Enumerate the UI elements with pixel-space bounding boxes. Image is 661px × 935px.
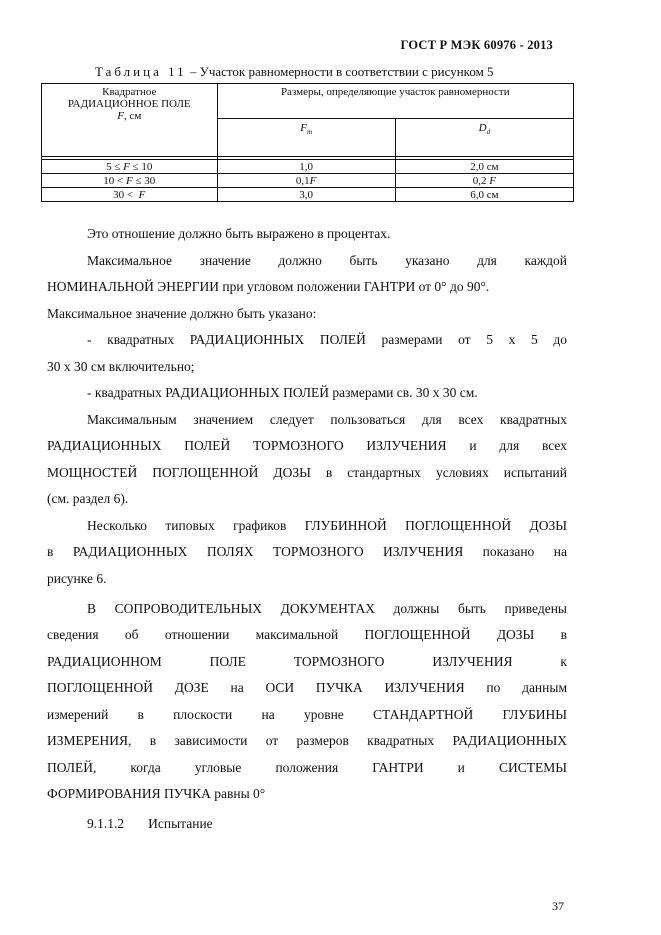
body-text-line: сведения об отношении максимальной ПОГЛОЩЕННОЙ ДОЗЫ в: [47, 627, 567, 642]
table-row: [42, 174, 574, 188]
table-row: [42, 160, 574, 174]
table-cell: 30 < F: [42, 188, 218, 202]
body-text-line: Максимальное значение должно быть указано:: [47, 306, 317, 321]
table-caption-text: – Участок равномерности в соответствии с рисунком 5: [186, 64, 494, 79]
body-text-line: Максимальное значение должно быть указано для каждой: [87, 253, 567, 268]
col-header-line: F, см: [117, 110, 142, 122]
sub-header-fm: $F_m$: [217, 119, 395, 157]
col-header-line: Квадратное: [102, 86, 157, 98]
uniformity-table: [41, 83, 574, 202]
section-heading: [87, 811, 387, 838]
body-text-line: В СОПРОВОДИТЕЛЬНЫХ ДОКУМЕНТАХ должны быть приведены: [87, 601, 567, 616]
body-text-line: РАДИАЦИОННОМ ПОЛЕ ТОРМОЗНОГО ИЗЛУЧЕНИЯ к: [47, 654, 567, 669]
table-cell: 2,0 см: [395, 160, 573, 174]
document-header: ГОСТ Р МЭК 60976 - 2013: [400, 38, 553, 52]
body-text-line: измерений в плоскости на уровне СТАНДАРТНОЙ ГЛУБИНЫ: [47, 707, 567, 722]
col-header-line: РАДИАЦИОННОЕ ПОЛЕ: [67, 98, 191, 110]
table-cell: 6,0 см: [395, 188, 573, 202]
table-caption: [95, 64, 494, 80]
table-cell: 0,2 F: [395, 174, 573, 188]
sub-header-dd: $D_d$: [395, 119, 573, 157]
body-text-line: рисунке 6.: [47, 571, 107, 586]
body-text-line: ИЗМЕРЕНИЯ, в зависимости от размеров квадратных РАДИАЦИОННЫХ: [47, 733, 567, 748]
table-cell: 10 < F ≤ 30: [42, 174, 218, 188]
body-text-line: ПОГЛОЩЕННОЙ ДОЗЕ на ОСИ ПУЧКА ИЗЛУЧЕНИЯ по данным: [47, 680, 567, 695]
section-title: Испытание: [148, 816, 213, 831]
table-cell: 0,1F: [217, 174, 395, 188]
section-number: 9.1.1.2: [87, 816, 125, 831]
body-text-line: ПОЛЕЙ, когда угловые положения ГАНТРИ и СИСТЕМЫ: [47, 760, 567, 775]
body-text-line: (см. раздел 6).: [47, 491, 129, 506]
page-number: 37: [552, 899, 564, 913]
table-caption-prefix: Таблица 11: [95, 64, 187, 79]
col-header-field: [42, 84, 218, 157]
body-text-line: - квадратных РАДИАЦИОННЫХ ПОЛЕЙ размерами св. 30 х 30 см.: [87, 385, 478, 400]
table-row: [42, 188, 574, 202]
body-text-line: 30 х 30 см включительно;: [47, 359, 195, 374]
table-cell: 1,0: [217, 160, 395, 174]
body-text-line: Несколько типовых графиков ГЛУБИННОЙ ПОГЛОЩЕННОЙ ДОЗЫ: [87, 518, 567, 533]
table-cell: 5 ≤ F ≤ 10: [42, 160, 218, 174]
body-text-line: МОЩНОСТЕЙ ПОГЛОЩЕННОЙ ДОЗЫ в стандартных условиях испытаний: [47, 465, 567, 480]
body-text-line: РАДИАЦИОННЫХ ПОЛЕЙ ТОРМОЗНОГО ИЗЛУЧЕНИЯ и для всех: [47, 438, 567, 453]
body-text-line: НОМИНАЛЬНОЙ ЭНЕРГИИ при угловом положении ГАНТРИ от 0° до 90°.: [47, 279, 490, 294]
table-cell: 3,0: [217, 188, 395, 202]
body-text-line: Максимальным значением следует пользоваться для всех квадратных: [87, 412, 567, 427]
body-text-line: Это отношение должно быть выражено в процентах.: [87, 226, 391, 241]
group-header: Размеры, определяющие участок равномерности: [217, 84, 573, 119]
body-text-line: - квадратных РАДИАЦИОННЫХ ПОЛЕЙ размерами от 5 х 5 до: [87, 332, 567, 347]
body-text-line: ФОРМИРОВАНИЯ ПУЧКА равны 0°: [47, 786, 266, 801]
body-text-line: в РАДИАЦИОННЫХ ПОЛЯХ ТОРМОЗНОГО ИЗЛУЧЕНИЯ показано на: [47, 544, 567, 559]
